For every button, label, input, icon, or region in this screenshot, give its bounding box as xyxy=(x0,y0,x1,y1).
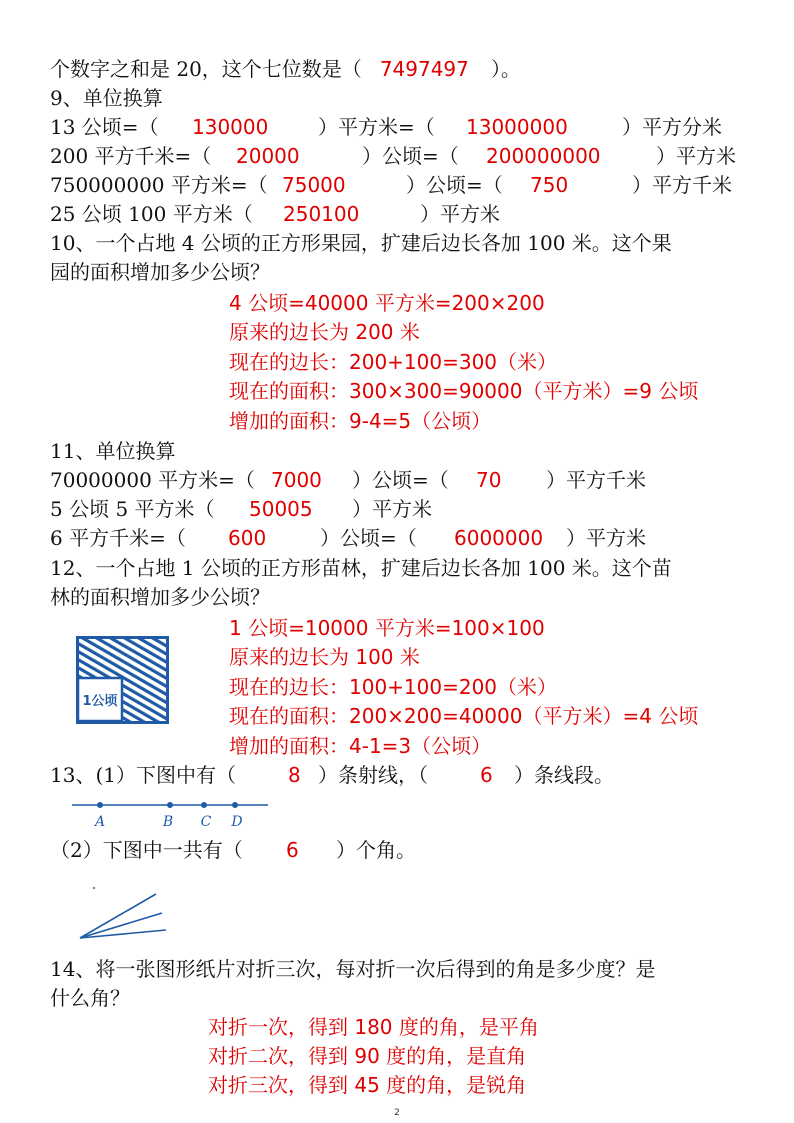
solution-line: 增加的面积：4-1=3（公顷） xyxy=(229,734,492,758)
solution-line: 对折一次，得到 180 度的角，是平角 xyxy=(208,1015,539,1039)
q13-rays-answer: 8 xyxy=(288,763,301,787)
q13-angles-answer: 6 xyxy=(286,838,299,862)
q9-row-2-answer-2: 200000000 xyxy=(486,144,601,168)
q11-row-1: 70000000 平方米=（ xyxy=(50,468,255,492)
q13-angle-figure xyxy=(76,880,172,942)
solution-line: 现在的面积：300×300=90000（平方米）=9 公顷 xyxy=(229,379,699,403)
q9-row-1-answer-1: 130000 xyxy=(192,115,269,139)
solution-line: 原来的边长为 200 米 xyxy=(229,320,420,344)
q9-row-1: 13 公顷=（ xyxy=(50,115,159,139)
q11-row-3-answer-2: 6000000 xyxy=(454,526,544,550)
q9-row-1-answer-2: 13000000 xyxy=(466,115,568,139)
solution-line: 4 公顷=40000 平方米=200×200 xyxy=(229,291,545,315)
q10-question-line-2: 园的面积增加多少公顷？ xyxy=(50,260,270,284)
q14-question-line-1: 14、将一张图形纸片对折三次，每对折一次后得到的角是多少度？是 xyxy=(50,957,656,981)
q13-segments-answer: 6 xyxy=(480,763,493,787)
q9-row-2: 200 平方千米=（ xyxy=(50,144,212,168)
q13-line-figure xyxy=(70,796,270,832)
q9-title: 9、单位换算 xyxy=(50,86,163,110)
q9-row-3-answer-1: 75000 xyxy=(282,173,346,197)
solution-line: 增加的面积：9-4=5（公顷） xyxy=(229,409,492,433)
point-label-a: A xyxy=(94,814,106,830)
q9-row-3: 750000000 平方米=（ xyxy=(50,173,268,197)
q11-row-1-answer-1: 7000 xyxy=(271,468,322,492)
q9-row-4: 25 公顷 100 平方米（ xyxy=(50,202,253,226)
page-number: 2 xyxy=(394,1108,400,1118)
q8-line: 个数字之和是 20，这个七位数是（ 7497497 ）。 xyxy=(50,57,521,81)
solution-line: 原来的边长为 100 米 xyxy=(229,645,420,669)
q9-row-2-answer-1: 20000 xyxy=(236,144,300,168)
solution-line: 对折二次，得到 90 度的角，是直角 xyxy=(208,1044,527,1068)
q13-part2: （2）下图中一共有（ xyxy=(50,838,243,862)
q12-question-line-1: 12、一个占地 1 公顷的正方形苗林，扩建后边长各加 100 米。这个苗 xyxy=(50,556,672,580)
q12-square-figure xyxy=(76,636,170,724)
q14-question-line-2: 什么角？ xyxy=(50,986,130,1010)
q11-row-3-answer-1: 600 xyxy=(228,526,267,550)
q11-title: 11、单位换算 xyxy=(50,439,176,463)
q12-figure-label: 1公顷 xyxy=(82,694,118,709)
solution-line: 现在的边长：200+100=300（米） xyxy=(229,350,558,374)
solution-line: 现在的面积：200×200=40000（平方米）=4 公顷 xyxy=(229,704,699,728)
q11-row-2-answer-1: 50005 xyxy=(249,497,313,521)
q13-part1: 13、(1）下图中有（ xyxy=(50,763,236,787)
solution-line: 现在的边长：100+100=200（米） xyxy=(229,675,558,699)
solution-line: 对折三次，得到 45 度的角，是锐角 xyxy=(208,1073,527,1097)
q12-question-line-2: 林的面积增加多少公顷？ xyxy=(50,585,270,609)
q11-row-3: 6 平方千米=（ xyxy=(50,526,186,550)
q8-answer: 7497497 xyxy=(379,57,469,81)
point-label-d: D xyxy=(231,814,243,830)
q11-row-1-answer-2: 70 xyxy=(476,468,502,492)
point-label-b: B xyxy=(162,814,174,830)
point-label-c: C xyxy=(200,814,212,830)
q9-row-4-answer-1: 250100 xyxy=(283,202,360,226)
solution-line: 1 公顷=10000 平方米=100×100 xyxy=(229,616,545,640)
q11-row-2: 5 公顷 5 平方米（ xyxy=(50,497,215,521)
q9-row-3-answer-2: 750 xyxy=(530,173,569,197)
q10-question-line-1: 10、一个占地 4 公顷的正方形果园，扩建后边长各加 100 米。这个果 xyxy=(50,231,672,255)
